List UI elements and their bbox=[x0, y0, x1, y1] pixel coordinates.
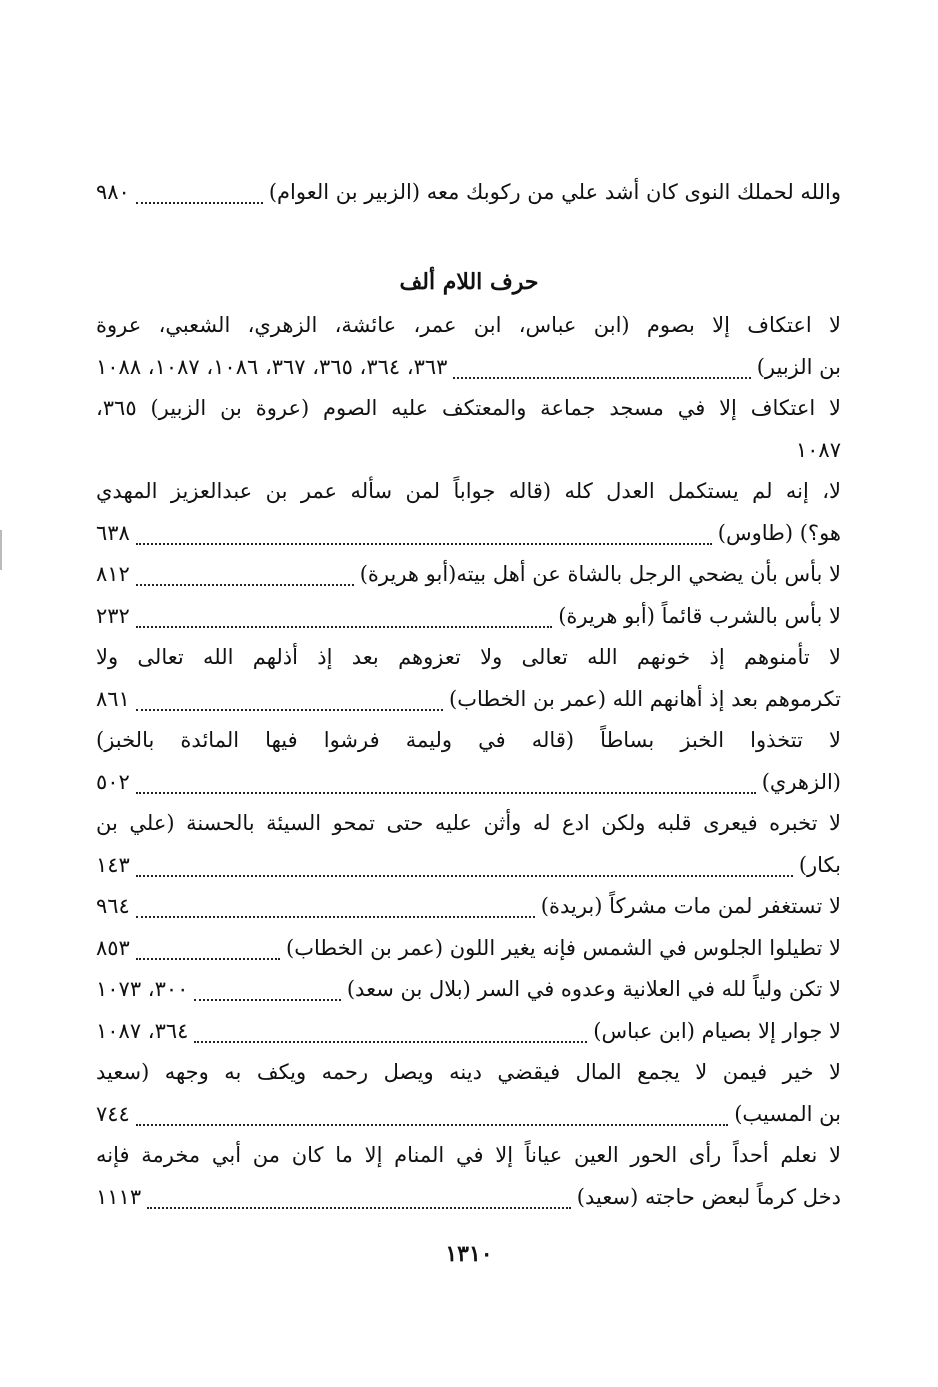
entry-text: لا نعلم أحداً رأى الحور العين عياناً إلا في المنام إلا ما كان من أبي مخرمة فإنه bbox=[96, 1143, 841, 1167]
index-line bbox=[96, 596, 841, 636]
page-reference: ٨١٢ bbox=[96, 562, 130, 586]
leader-dots bbox=[136, 792, 756, 794]
index-line bbox=[96, 554, 841, 594]
entry-text: دخل كرماً لبعض حاجته (سعيد) bbox=[576, 1184, 841, 1209]
entry-text: (الزهري) bbox=[761, 769, 841, 794]
index-line bbox=[96, 1177, 841, 1217]
leader-dots bbox=[194, 999, 340, 1001]
index-line bbox=[96, 471, 841, 511]
page-reference: ٥٠٢ bbox=[96, 769, 130, 794]
page-reference: ٣٦٤، ١٠٨٧ bbox=[96, 1018, 189, 1043]
index-line bbox=[96, 928, 841, 968]
page-reference: ٨٦١ bbox=[96, 686, 130, 711]
entry-text: لا بأس بأن يضحي الرجل بالشاة عن أهل بيته(أبو هريرة) bbox=[359, 562, 841, 586]
entry-text: لا بأس بالشرب قائماً (أبو هريرة) bbox=[558, 603, 841, 628]
index-line bbox=[96, 679, 841, 719]
entry-text: لا تتخذوا الخبز بساطاً (قاله في وليمة فرشوا فيها المائدة بالخبز) bbox=[96, 728, 841, 752]
page-reference: ١١١٣ bbox=[96, 1184, 142, 1209]
entry-text: لا تطيلوا الجلوس في الشمس فإنه يغير اللون (عمر بن الخطاب) bbox=[286, 935, 841, 960]
page-reference: ٩٨٠ bbox=[96, 180, 130, 204]
leader-dots bbox=[136, 584, 354, 586]
index-line bbox=[96, 1094, 841, 1134]
page-reference: ٣٦٣، ٣٦٤، ٣٦٥، ٣٦٧، ١٠٨٦، ١٠٨٧، ١٠٨٨ bbox=[96, 354, 448, 379]
index-line bbox=[96, 305, 841, 345]
index-line bbox=[96, 845, 841, 885]
page-reference: ٣٠٠، ١٠٧٣ bbox=[96, 977, 189, 1001]
leader-dots bbox=[136, 916, 535, 918]
entry-text: بن الزبير) bbox=[756, 354, 841, 379]
entry-text: والله لحملك النوى كان أشد علي من ركوبك معه (الزبير بن العوام) bbox=[268, 180, 841, 204]
leader-dots bbox=[194, 1041, 587, 1043]
index-line bbox=[96, 1011, 841, 1051]
entry-text: بن المسيب) bbox=[734, 1101, 841, 1126]
leader-dots bbox=[136, 626, 552, 628]
entry-text: لا تكن ولياً لله في العلانية وعدوه في السر (بلال بن سعد) bbox=[346, 977, 841, 1001]
leader-dots bbox=[136, 543, 712, 545]
index-line bbox=[96, 513, 841, 553]
entry-text: ١٠٨٧ bbox=[795, 437, 841, 462]
index-line bbox=[96, 347, 841, 387]
page-reference: ٧٤٤ bbox=[96, 1101, 130, 1126]
scan-edge-mark bbox=[0, 530, 2, 570]
entry-text: لا اعتكاف إلا في مسجد جماعة والمعتكف عليه الصوم (عروة بن الزبير) ٣٦٥، bbox=[96, 396, 841, 420]
page-reference: ٩٦٤ bbox=[96, 894, 130, 918]
index-line bbox=[96, 762, 841, 802]
index-line bbox=[96, 430, 841, 470]
leader-dots bbox=[136, 958, 280, 960]
entry-text: هو؟) (طاوس) bbox=[717, 520, 841, 545]
entry-text: لا جوار إلا بصيام (ابن عباس) bbox=[593, 1018, 841, 1043]
page-number: ١٣١٠ bbox=[445, 1241, 493, 1267]
entry-text: لا خير فيمن لا يجمع المال فيقضي دينه ويصل رحمه ويكف به وجهه (سعيد bbox=[96, 1060, 841, 1084]
entry-text: بكار) bbox=[798, 852, 841, 877]
index-line bbox=[96, 720, 841, 760]
entry-text: لا، إنه لم يستكمل العدل كله (قاله جواباً لمن سأله عمر بن عبدالعزيز المهدي bbox=[96, 479, 841, 503]
leader-dots bbox=[136, 875, 793, 877]
index-line bbox=[96, 388, 841, 428]
page-reference: ٢٣٢ bbox=[96, 603, 130, 628]
leader-dots bbox=[136, 202, 263, 204]
top-entry bbox=[96, 172, 841, 212]
page-reference: ٨٥٣ bbox=[96, 935, 130, 960]
index-line bbox=[96, 969, 841, 1009]
index-line bbox=[96, 803, 841, 843]
entry-text: لا تخبره فيعرى قلبه ولكن ادع له وأثن عليه حتى تمحو السيئة بالحسنة (علي بن bbox=[96, 811, 841, 835]
leader-dots bbox=[147, 1207, 571, 1209]
leader-dots bbox=[136, 709, 443, 711]
index-line bbox=[96, 886, 841, 926]
leader-dots bbox=[453, 377, 750, 379]
index-line bbox=[96, 1135, 841, 1175]
page-reference: ١٤٣ bbox=[96, 852, 130, 877]
leader-dots bbox=[136, 1124, 728, 1126]
entry-text: لا تأمنوهم إذ خونهم الله تعالى ولا تعزوهم بعد إذ أذلهم الله تعالى ولا bbox=[96, 645, 841, 669]
section-heading: حرف اللام ألف bbox=[399, 269, 539, 295]
page-reference: ٦٣٨ bbox=[96, 520, 130, 545]
index-line bbox=[96, 1052, 841, 1092]
index-line bbox=[96, 637, 841, 677]
entry-text: لا اعتكاف إلا بصوم (ابن عباس، ابن عمر، عائشة، الزهري، الشعبي، عروة bbox=[96, 313, 841, 337]
entry-text: لا تستغفر لمن مات مشركاً (بريدة) bbox=[540, 894, 841, 918]
entry-text: تكرموهم بعد إذ أهانهم الله (عمر بن الخطاب) bbox=[449, 686, 841, 711]
